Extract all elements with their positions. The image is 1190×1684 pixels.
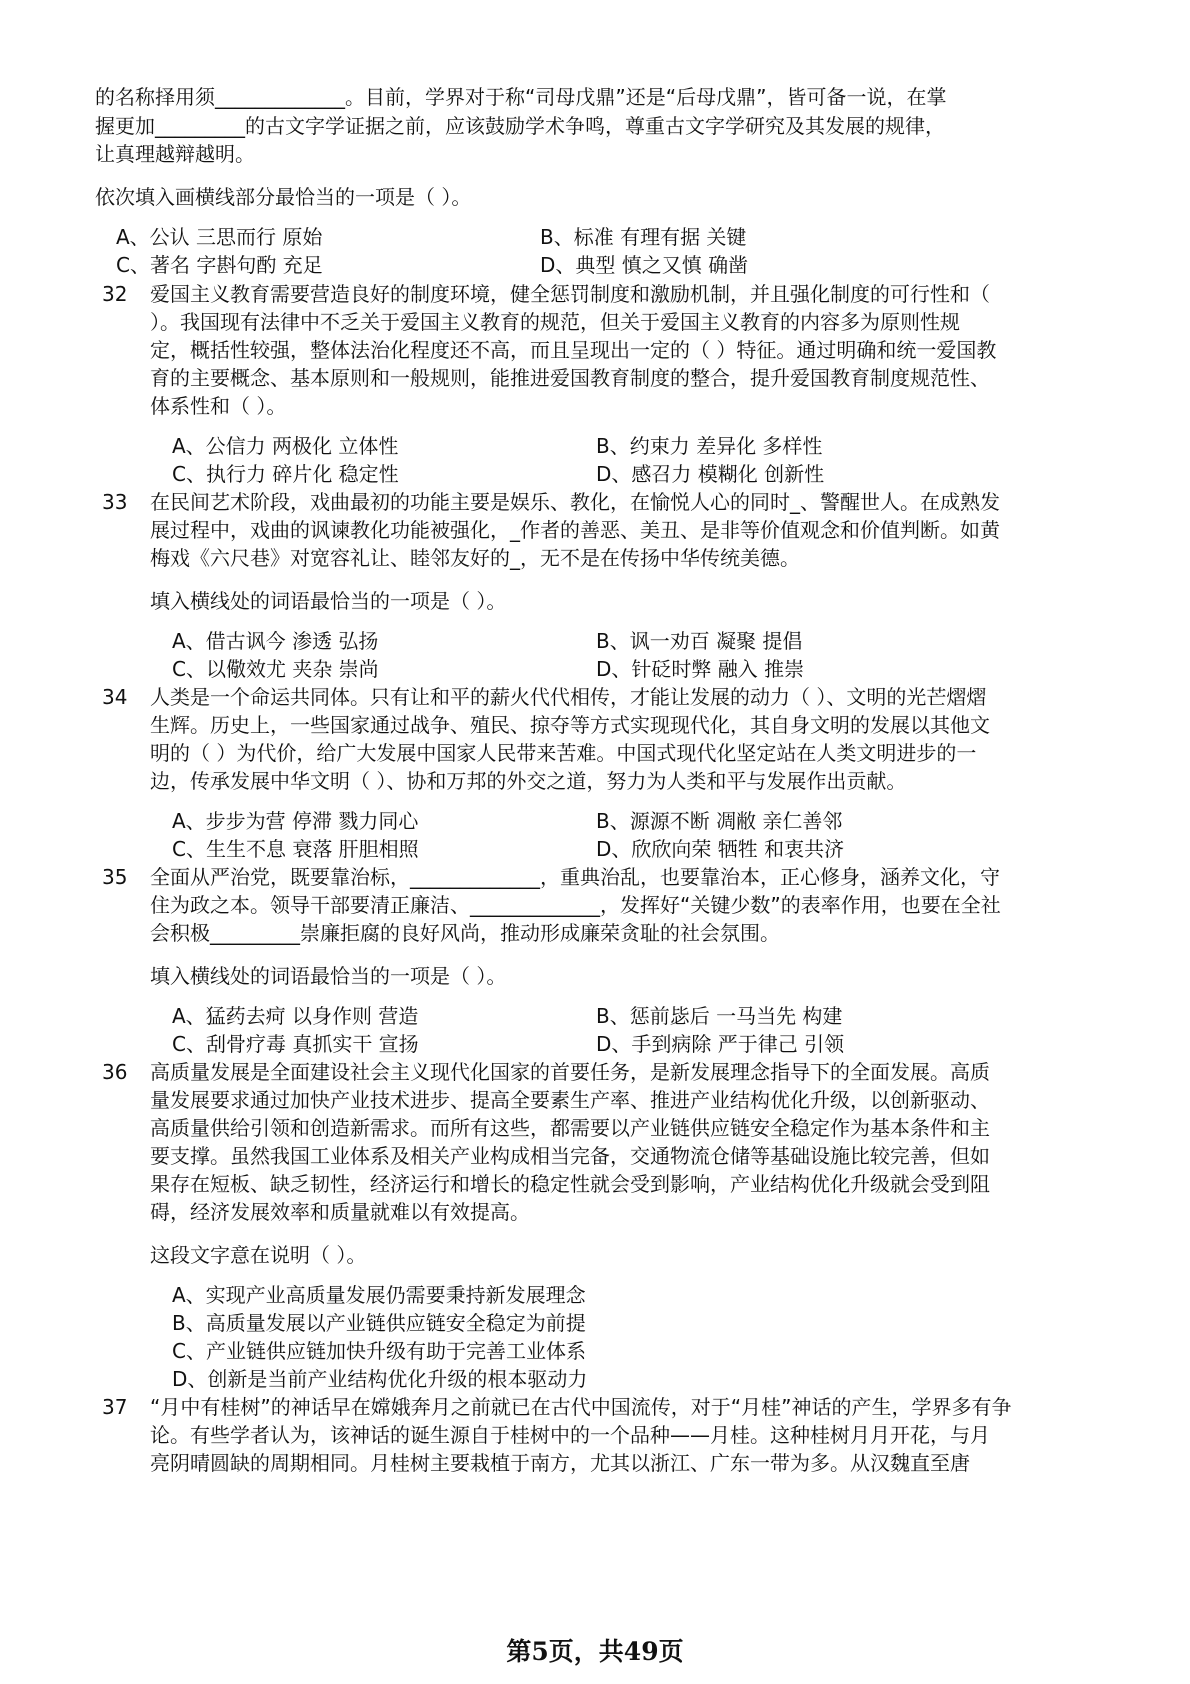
q31-option-d: D、典型 慎之又慎 确凿 [540,253,749,277]
q36-line-5: 果存在短板、缺乏韧性，经济运行和增长的稳定性就会受到影响，产业结构优化升级就会受到阻 [150,1172,990,1196]
q31-option-a: A、公认 三思而行 原始 [116,225,323,249]
q37-number: 37 [102,1395,128,1419]
q32-line-2: ）。我国现有法律中不乏关于爱国主义教育的规范，但关于爱国主义教育的内容多为原则性规 [150,310,960,334]
q33-number: 33 [102,490,128,514]
q34-line-2: 生辉。历史上，一些国家通过战争、殖民、掠夺等方式实现现代化，其自身文明的发展以其他文 [150,713,990,737]
q31-option-c: C、著名 字斟句酌 充足 [116,253,323,277]
q33-option-d: D、针砭时弊 融入 推崇 [596,657,805,681]
q36-line-3: 高质量供给引领和创造新需求。而所有这些，都需要以产业链供应链安全稳定作为基本条件和主 [150,1116,990,1140]
q34-line-4: 边，传承发展中华文明（ ）、协和万邦的外交之道，努力为人类和平与发展作出贡献。 [150,769,907,793]
q34-option-c: C、生生不息 衰落 肝胆相照 [172,837,419,861]
q34-line-1: 人类是一个命运共同体。只有让和平的薪火代代相传，才能让发展的动力（ ）、文明的光芒熠熠 [150,685,987,709]
q36-line-4: 要支撑。虽然我国工业体系及相关产业构成相当完备，交通物流仓储等基础设施比较完善，但如 [150,1144,990,1168]
q36-option-d: D、创新是当前产业结构优化升级的根本驱动力 [172,1367,588,1391]
q31-line-3: 让真理越辩越明。 [95,142,255,166]
q34-option-a: A、步步为营 停滞 戮力同心 [172,809,419,833]
q32-option-b: B、约束力 差异化 多样性 [596,434,823,458]
q34-number: 34 [102,685,128,709]
q36-line-1: 高质量发展是全面建设社会主义现代化国家的首要任务，是新发展理念指导下的全面发展。高质 [150,1060,990,1084]
page-footer: 第5页，共49页 [506,1637,684,1666]
q35-option-a: A、猛药去疴 以身作则 营造 [172,1004,419,1028]
q33-line-2: 展过程中，戏曲的讽谏教化功能被强化，_作者的善恶、美丑、是非等价值观念和价值判断。如黄 [150,518,1000,542]
q31-line-1: 的名称择用须_____________。目前，学界对于称“司母戊鼎”还是“后母戊鼎”，皆可备一说，在掌 [95,85,947,109]
q36-prompt: 这段文字意在说明（ ）。 [150,1243,367,1267]
q32-option-a: A、公信力 两极化 立体性 [172,434,399,458]
q33-line-3: 梅戏《六尺巷》对宽容礼让、睦邻友好的_，无不是在传扬中华传统美德。 [150,546,800,570]
q32-option-d: D、感召力 模糊化 创新性 [596,462,825,486]
q37-line-3: 亮阴晴圆缺的周期相同。月桂树主要栽植于南方，尤其以浙江、广东一带为多。从汉魏直至唐 [150,1451,970,1475]
q35-number: 35 [102,865,128,889]
q34-option-b: B、源源不断 凋敝 亲仁善邻 [596,809,843,833]
q33-option-b: B、讽一劝百 凝聚 提倡 [596,629,803,653]
q32-line-1: 爱国主义教育需要营造良好的制度环境，健全惩罚制度和激励机制，并且强化制度的可行性和（ [150,282,990,306]
q32-line-4: 育的主要概念、基本原则和一般规则，能推进爱国教育制度的整合，提升爱国教育制度规范性、 [150,366,990,390]
q33-line-1: 在民间艺术阶段，戏曲最初的功能主要是娱乐、教化，在愉悦人心的同时_、警醒世人。在成熟发 [150,490,1000,514]
q35-line-2: 住为政之本。领导干部要清正廉洁、_____________，发挥好“关键少数”的表率作用，也要在全社 [150,893,1001,917]
q35-option-d: D、手到病除 严于律己 引领 [596,1032,845,1056]
q33-option-a: A、借古讽今 渗透 弘扬 [172,629,379,653]
q34-option-d: D、欣欣向荣 牺牲 和衷共济 [596,837,845,861]
q36-line-2: 量发展要求通过加快产业技术进步、提高全要素生产率、推进产业结构优化升级，以创新驱动、 [150,1088,990,1112]
q37-line-2: 论。有些学者认为，该神话的诞生源自于桂树中的一个品种——月桂。这种桂树月月开花，与月 [150,1423,990,1447]
q36-option-b: B、高质量发展以产业链供应链安全稳定为前提 [172,1311,586,1335]
q36-line-6: 碍，经济发展效率和质量就难以有效提高。 [150,1200,530,1224]
q31-option-b: B、标准 有理有据 关键 [540,225,747,249]
q36-number: 36 [102,1060,128,1084]
q37-line-1: “月中有桂树”的神话早在嫦娥奔月之前就已在古代中国流传，对于“月桂”神话的产生，学界多有争 [150,1395,1012,1419]
q32-number: 32 [102,282,128,306]
q32-line-3: 定，概括性较强，整体法治化程度还不高，而且呈现出一定的（ ）特征。通过明确和统一爱国教 [150,338,997,362]
q35-line-3: 会积极_________崇廉拒腐的良好风尚，推动形成廉荣贪耻的社会氛围。 [150,921,780,945]
q35-prompt: 填入横线处的词语最恰当的一项是（ ）。 [150,964,507,988]
q33-prompt: 填入横线处的词语最恰当的一项是（ ）。 [150,589,507,613]
q35-option-c: C、刮骨疗毒 真抓实干 宣扬 [172,1032,419,1056]
q33-option-c: C、以儆效尤 夹杂 崇尚 [172,657,379,681]
q34-line-3: 明的（ ）为代价，给广大发展中国家人民带来苦难。中国式现代化坚定站在人类文明进步的一 [150,741,977,765]
q36-option-a: A、实现产业高质量发展仍需要秉持新发展理念 [172,1283,586,1307]
q31-line-2: 握更加_________的古文字学证据之前，应该鼓励学术争鸣，尊重古文字学研究及其发展的规律， [95,114,945,138]
q35-line-1: 全面从严治党，既要靠治标，_____________，重典治乱，也要靠治本，正心修身，涵养文化，守 [150,865,1000,889]
q32-line-5: 体系性和（ ）。 [150,394,287,418]
q35-option-b: B、惩前毖后 一马当先 构建 [596,1004,843,1028]
q32-option-c: C、执行力 碎片化 稳定性 [172,462,399,486]
q36-option-c: C、产业链供应链加快升级有助于完善工业体系 [172,1339,586,1363]
q31-prompt: 依次填入画横线部分最恰当的一项是（ ）。 [95,185,472,209]
